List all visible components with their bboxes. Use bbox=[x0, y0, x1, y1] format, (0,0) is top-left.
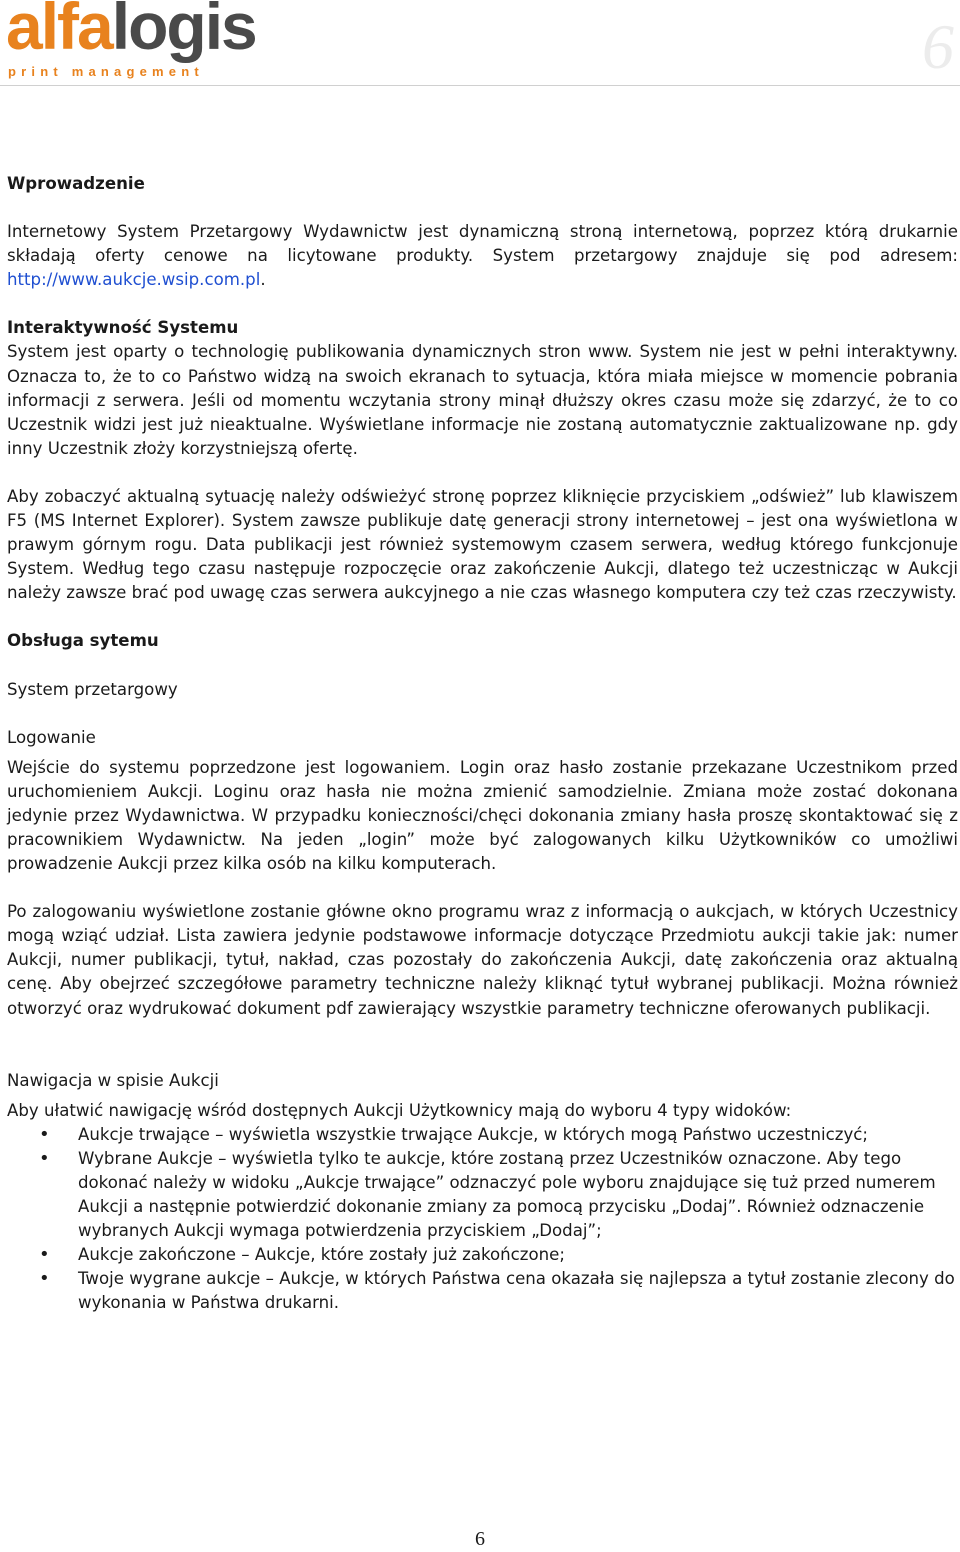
navigation-view-list bbox=[7, 1123, 958, 1316]
intro-text-end: . bbox=[260, 270, 266, 290]
usage-heading: Obsługa sytemu bbox=[7, 631, 159, 651]
list-item: • Aukcje zakończone – Aukcje, które zostały już zakończone; bbox=[7, 1243, 958, 1267]
logo-secondary: logis bbox=[111, 0, 256, 63]
system-address-link[interactable]: http://www.aukcje.wsip.com.pl bbox=[7, 270, 261, 290]
login-paragraph: Wejście do systemu poprzedzone jest logowaniem. Login oraz hasło zostanie przekazane Uczestnikom przed uruchomieniem Aukcji. Loginu oraz hasła nie można zmienić samodzielnie. Zmiana może zostać dokonana jedynie przez Wydawnictwa. W przypadku konieczności/chęci dokonania zmiany hasła proszę skontaktować się z pracownikiem Wydawnictw. Na jeden „login” może być zalogowanych kilku Użytkowników co umożliwi prowadzenie Aukcji przez kilka osób na kilku komputerach. bbox=[7, 757, 958, 874]
list-item: • Twoje wygrane aukcje – Aukcje, w których Państwa cena okazała się najlepsza a tytuł zostanie zlecony do wykonania w Państwa drukarni. bbox=[7, 1267, 958, 1315]
intro-text: Internetowy System Przetargowy Wydawnictw jest dynamiczną stroną internetową, poprzez którą drukarnie składają oferty cenowe na licytowane produkty. System przetargowy znajduje się pod adresem: bbox=[7, 222, 958, 266]
list-item: • Wybrane Aukcje – wyświetla tylko te aukcje, które zostaną przez Uczestników oznaczone. Aby tego dokonać należy w widoku „Aukcje trwające” odznaczyć pole wyboru znajdujące się tuż przed numerem Aukcji a następnie potwierdzić dokonanie zmiany za pomocą przycisku „Dodaj”. Również odznaczenie wybranych Aukcji wymaga potwierdzenia przyciskiem „Dodaj”; bbox=[7, 1147, 958, 1243]
intro-heading: Wprowadzenie bbox=[7, 174, 145, 193]
logo-wordmark bbox=[6, 0, 256, 66]
system-subheading: System przetargowy bbox=[7, 679, 178, 699]
after-login-paragraph: Po zalogowaniu wyświetlone zostanie główne okno programu wraz z informacją o aukcjach, w których Uczestnicy mogą wziąć udział. Lista zawiera jedynie podstawowe informacje dotyczące Przedmiotu aukcji takie jak: numer Aukcji, numer publikacji, tytuł, nakład, czas pozostały do zakończenia Aukcji, datę zakończenia oraz aktualną cenę. Aby obejrzeć szczegółowe parametry techniczne należy kliknąć tytuł wybranej publikacji. Można również otworzyć oraz wydrukować dokument pdf zawierający wszystkie parametry techniczne oferowanych publikacji. bbox=[7, 902, 958, 1018]
navigation-subheading: Nawigacja w spisie Aukcji bbox=[7, 1070, 219, 1090]
list-item: • Aukcje trwające – wyświetla wszystkie trwające Aukcje, w których mogą Państwo uczestniczyć; bbox=[7, 1123, 958, 1147]
refresh-paragraph: Aby zobaczyć aktualną sytuację należy odświeżyć stronę poprzez kliknięcie przyciskiem „odśwież” lub klawiszem F5 (MS Internet Explorer). System zawsze publikuje datę generacji strony internetowej – jest ona wyświetlona w prawym górnym rogu. Data publikacji jest również systemowym czasem serwera, według którego funkcjonuje System. Według tego czasu następuje rozpoczęcie oraz zakończenie Aukcji, dlatego też uczestnicząc w Aukcji należy zawsze brać pod uwagę czas serwera aukcyjnego a nie czas własnego komputera czy też czas rzeczywisty. bbox=[7, 486, 958, 603]
interactivity-heading: Interaktywność Systemu bbox=[7, 318, 239, 338]
company-logo bbox=[6, 0, 366, 84]
header-page-number: 6 bbox=[922, 11, 954, 82]
document-body bbox=[7, 172, 958, 1316]
header-divider bbox=[0, 85, 960, 86]
footer-page-number: 6 bbox=[475, 1528, 485, 1550]
logo-primary: alfa bbox=[6, 0, 112, 63]
navigation-intro: Aby ułatwić nawigację wśród dostępnych Aukcji Użytkownicy mają do wyboru 4 typy widoków: bbox=[7, 1100, 792, 1120]
login-subheading: Logowanie bbox=[7, 727, 96, 747]
interactivity-paragraph: System jest oparty o technologię publikowania dynamicznych stron www. System nie jest w pełni interaktywny. Oznacza to, że to co Państwo widzą na swoich ekranach to sytuacja, która miała miejsce w momencie pobrania informacji z serwera. Jeśli od momentu wczytania strony minął dłuższy okres czasu może się zdarzyć, że to co Uczestnik widzi jest już nieaktualne. Wyświetlane informacje nie zostaną automatycznie zaktualizowane np. gdy inny Uczestnik złoży korzystniejszą ofertę. bbox=[7, 342, 958, 458]
logo-tagline: print management bbox=[8, 64, 204, 79]
intro-paragraph bbox=[7, 220, 958, 292]
